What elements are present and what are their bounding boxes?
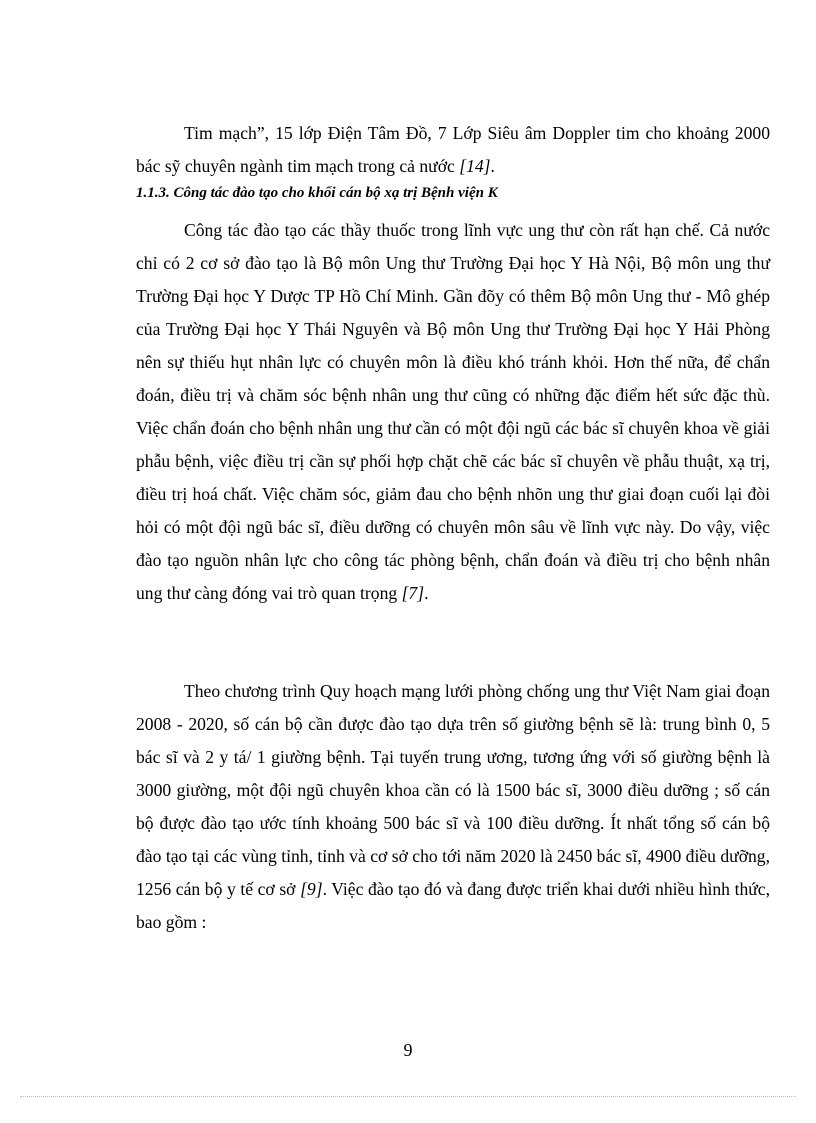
paragraph-3-end: . Việc đào tạo đó và đang được triển khai dưới nhiều hình thức, bao gồm : (136, 879, 770, 932)
paragraph-1 (136, 117, 770, 183)
citation-7: [7] (401, 583, 425, 603)
paragraph-3-text: Theo chương trình Quy hoạch mạng lưới phòng chống ung thư Việt Nam giai đoạn 2008 - 2020, số cán bộ cần được đào tạo dựa trên số giường bệnh sẽ là: trung bình 0, 5 bác sĩ và 2 y tá/ 1 giường bệnh. Tại tuyến trung ương, tương ứng với số giường bệnh là 3000 giường, một đội ngũ chuyên khoa cần có là 1500 bác sĩ, 3000 điều dưỡng ; số cán bộ được đào tạo ước tính khoảng 500 bác sĩ và 100 điều dưỡng. Ít nhất tổng số cán bộ đào tạo tại các vùng tỉnh, tỉnh và cơ sở cho tới năm 2020 là 2450 bác sĩ, 4900 điều dưỡng, 1256 cán bộ y tế cơ sở (136, 681, 770, 899)
paragraph-1-block (136, 117, 770, 183)
paragraph-2 (136, 214, 770, 610)
citation-9: [9] (300, 879, 323, 899)
paragraph-3-block (136, 675, 770, 939)
footer-divider (20, 1096, 796, 1097)
paragraph-2-block (136, 214, 770, 610)
paragraph-2-end: . (424, 583, 429, 603)
paragraph-2-text: Công tác đào tạo các thầy thuốc trong lĩnh vực ung thư còn rất hạn chế. Cả nước chỉ có 2 cơ sở đào tạo là Bộ môn Ung thư Trường Đại học Y Hà Nội, Bộ môn ung thư Trường Đại học Y Dược TP Hồ Chí Minh. Gần đõy có thêm Bộ môn Ung thư - Mô ghép của Trường Đại học Y Thái Nguyên và Bộ môn Ung thư Trường Đại học Y Hải Phòng nên sự thiếu hụt nhân lực có chuyên môn là điều khó tránh khỏi. Hơn thế nữa, để chẩn đoán, điều trị và chăm sóc bệnh nhân ung thư cũng có những đặc điểm hết sức đặc thù. Việc chẩn đoán cho bệnh nhân ung thư cần có một đội ngũ các bác sĩ chuyên khoa về giải phẫu bệnh, việc điều trị cần sự phối hợp chặt chẽ các bác sĩ chuyên về phẫu thuật, xạ trị, điều trị hoá chất. Việc chăm sóc, giảm đau cho bệnh nhõn ung thư giai đoạn cuối lại đòi hỏi có một đội ngũ bác sĩ, điều dưỡng có chuyên môn sâu về lĩnh vực này. Do vậy, việc đào tạo nguồn nhân lực cho công tác phòng bệnh, chẩn đoán và điều trị cho bệnh nhân ung thư càng đóng vai trò quan trọng (136, 220, 770, 603)
paragraph-1-end: . (490, 156, 495, 176)
citation-14: [14] (459, 156, 491, 176)
paragraph-3 (136, 675, 770, 939)
page-number: 9 (403, 1040, 413, 1060)
section-heading: 1.1.3. Công tác đào tạo cho khối cán bộ xạ trị Bệnh viện K (136, 185, 498, 201)
paragraph-1-text: Tim mạch”, 15 lớp Điện Tâm Đồ, 7 Lớp Siêu âm Doppler tim cho khoảng 2000 bác sỹ chuyên ngành tim mạch trong cả nước (136, 123, 770, 176)
